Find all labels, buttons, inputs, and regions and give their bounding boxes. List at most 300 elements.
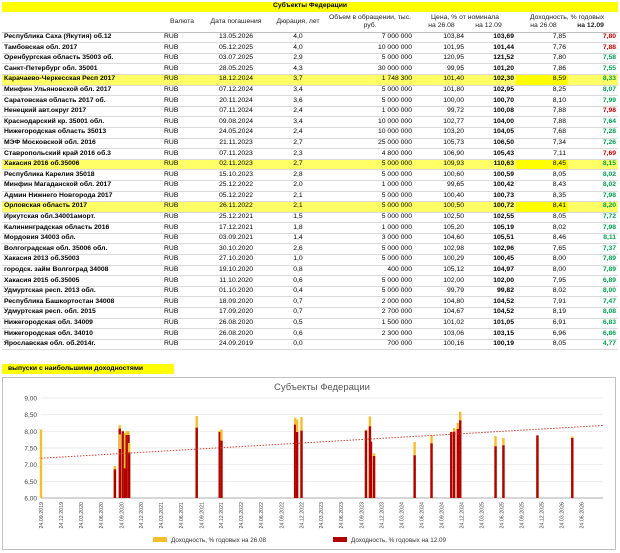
bond-name: Ненецкий авт.округ 2017 bbox=[2, 106, 162, 117]
volume-cell: 5 000 000 bbox=[326, 276, 414, 287]
yield-26-08-cell: 8,45 bbox=[516, 159, 568, 170]
bar-yield-12-09 bbox=[195, 428, 197, 498]
yield-26-08-cell: 8,35 bbox=[516, 191, 568, 202]
table-row bbox=[2, 43, 618, 54]
x-tick-label: 24.12.2021 bbox=[219, 502, 226, 529]
bond-name: Минфин Ульяновской обл. 2017 bbox=[2, 85, 162, 96]
table-row bbox=[2, 64, 618, 75]
legend-swatch-26-08 bbox=[153, 537, 167, 542]
duration-cell: 2,7 bbox=[270, 159, 326, 170]
price-26-08-cell: 102,77 bbox=[414, 117, 466, 128]
duration-cell: 0,4 bbox=[270, 286, 326, 297]
bond-name: Республика Башкортостан 34008 bbox=[2, 297, 162, 308]
bond-name: Минфин Магаданской обл. 2017 bbox=[2, 180, 162, 191]
bar-yield-12-09 bbox=[459, 420, 461, 498]
price-12-09-cell: 104,00 bbox=[466, 117, 516, 128]
price-12-09-cell: 105,43 bbox=[466, 149, 516, 160]
header-currency: Валюта bbox=[162, 12, 202, 33]
table-row bbox=[2, 191, 618, 202]
x-tick-label: 24.12.2023 bbox=[379, 502, 386, 529]
yield-26-08-cell: 7,80 bbox=[516, 53, 568, 64]
price-12-09-cell: 104,52 bbox=[466, 297, 516, 308]
currency-cell: RUB bbox=[162, 233, 202, 244]
bond-name: Волгоградская обл. 35006 обл. bbox=[2, 244, 162, 255]
x-tick-label: 24.09.2024 bbox=[439, 502, 446, 529]
price-26-08-cell: 104,80 bbox=[414, 297, 466, 308]
yield-26-08-cell: 7,88 bbox=[516, 117, 568, 128]
price-12-09-cell: 100,72 bbox=[466, 202, 516, 213]
currency-cell: RUB bbox=[162, 329, 202, 340]
yield-26-08-cell: 7,88 bbox=[516, 106, 568, 117]
yield-26-08-cell: 8,00 bbox=[516, 255, 568, 266]
price-26-08-cell: 103,06 bbox=[414, 329, 466, 340]
maturity-cell: 19.10.2020 bbox=[202, 265, 270, 276]
volume-cell: 5 000 000 bbox=[326, 212, 414, 223]
yield-12-09-cell: 7,64 bbox=[568, 117, 618, 128]
yield-12-09-cell: 7,89 bbox=[568, 265, 618, 276]
maturity-cell: 27.10.2020 bbox=[202, 255, 270, 266]
bond-name: Тамбовская обл. 2017 bbox=[2, 43, 162, 54]
bond-name: Санкт-Петербург обл. 35001 bbox=[2, 64, 162, 75]
table-row bbox=[2, 255, 618, 266]
duration-cell: 0,6 bbox=[270, 329, 326, 340]
price-12-09-cell: 101,05 bbox=[466, 318, 516, 329]
currency-cell: RUB bbox=[162, 106, 202, 117]
table-row bbox=[2, 180, 618, 191]
x-tick-label: 24.12.2025 bbox=[539, 502, 546, 529]
price-12-09-cell: 100,42 bbox=[466, 180, 516, 191]
currency-cell: RUB bbox=[162, 159, 202, 170]
currency-cell: RUB bbox=[162, 149, 202, 160]
yield-12-09-cell: 8,08 bbox=[568, 308, 618, 319]
currency-cell: RUB bbox=[162, 318, 202, 329]
yield-12-09-cell: 6,86 bbox=[568, 329, 618, 340]
maturity-cell: 07.11.2024 bbox=[202, 106, 270, 117]
table-row bbox=[2, 127, 618, 138]
yield-12-09-cell: 6,83 bbox=[568, 318, 618, 329]
x-tick-label: 24.09.2025 bbox=[519, 502, 526, 529]
yield-12-09-cell: 7,72 bbox=[568, 212, 618, 223]
maturity-cell: 24.05.2024 bbox=[202, 127, 270, 138]
volume-cell: 5 000 000 bbox=[326, 202, 414, 213]
x-tick-label: 24.06.2024 bbox=[419, 502, 426, 529]
x-tick-label: 24.06.2026 bbox=[579, 502, 586, 529]
yield-12-09-cell: 7,55 bbox=[568, 64, 618, 75]
price-12-09-cell: 103,69 bbox=[466, 32, 516, 43]
table-row bbox=[2, 286, 618, 297]
bond-name: Нижегородская обл. 34010 bbox=[2, 329, 162, 340]
duration-cell: 1,8 bbox=[270, 223, 326, 234]
price-26-08-cell: 100,29 bbox=[414, 255, 466, 266]
maturity-cell: 03.09.2021 bbox=[202, 233, 270, 244]
volume-cell: 7 000 000 bbox=[326, 32, 414, 43]
table-row bbox=[2, 233, 618, 244]
duration-cell: 2,7 bbox=[270, 138, 326, 149]
bond-name: Нижегородская обл. 34009 bbox=[2, 318, 162, 329]
bar-yield-12-09 bbox=[450, 432, 452, 498]
x-tick-label: 24.12.2020 bbox=[139, 502, 146, 529]
maturity-cell: 09.08.2024 bbox=[202, 117, 270, 128]
yield-26-08-cell: 7,34 bbox=[516, 138, 568, 149]
currency-cell: RUB bbox=[162, 127, 202, 138]
maturity-cell: 26.11.2022 bbox=[202, 202, 270, 213]
currency-cell: RUB bbox=[162, 276, 202, 287]
bond-name: Хакасия 2015 об.35005 bbox=[2, 276, 162, 287]
yield-12-09-cell: 7,69 bbox=[568, 149, 618, 160]
currency-cell: RUB bbox=[162, 308, 202, 319]
yield-12-09-cell: 7,28 bbox=[568, 127, 618, 138]
price-26-08-cell: 105,12 bbox=[414, 265, 466, 276]
bar-yield-12-09 bbox=[494, 446, 496, 498]
bar-yield-12-09 bbox=[430, 443, 432, 498]
price-26-08-cell: 100,40 bbox=[414, 191, 466, 202]
yield-26-08-cell: 8,43 bbox=[516, 180, 568, 191]
bar-yield-12-09 bbox=[296, 432, 298, 498]
duration-cell: 0,8 bbox=[270, 265, 326, 276]
duration-cell: 2,1 bbox=[270, 202, 326, 213]
table-row bbox=[2, 117, 618, 128]
bar-yield-12-09 bbox=[536, 435, 538, 498]
yield-26-08-cell: 8,00 bbox=[516, 265, 568, 276]
currency-cell: RUB bbox=[162, 138, 202, 149]
volume-cell: 400 000 bbox=[326, 265, 414, 276]
yield-12-09-cell: 7,88 bbox=[568, 43, 618, 54]
x-tick-label: 24.12.2024 bbox=[459, 502, 466, 529]
table-row bbox=[2, 318, 618, 329]
bond-name: Краснодарский кр. 35001 обл. bbox=[2, 117, 162, 128]
duration-cell: 2,4 bbox=[270, 106, 326, 117]
bar-yield-12-09 bbox=[453, 432, 455, 498]
legend-swatch-12-09 bbox=[333, 537, 347, 542]
bond-name: Хакасия 2013 об.35003 bbox=[2, 255, 162, 266]
price-12-09-cell: 121,52 bbox=[466, 53, 516, 64]
yield-12-09-cell: 7,80 bbox=[568, 32, 618, 43]
chart-panel bbox=[2, 377, 616, 550]
maturity-cell: 11.10.2020 bbox=[202, 276, 270, 287]
price-12-09-cell: 102,95 bbox=[466, 85, 516, 96]
header-maturity: Дата погашения bbox=[202, 12, 270, 33]
x-tick-label: 24.06.2022 bbox=[259, 502, 266, 529]
price-26-08-cell: 102,50 bbox=[414, 212, 466, 223]
bond-name: Оренбургская область 35003 об. bbox=[2, 53, 162, 64]
footnote-highest-yields: выпуски с наибольшими доходностями bbox=[2, 364, 174, 374]
duration-cell: 2,4 bbox=[270, 127, 326, 138]
maturity-cell: 07.11.2023 bbox=[202, 149, 270, 160]
y-tick-label: 9,00 bbox=[24, 395, 37, 403]
table-header-row bbox=[2, 12, 618, 33]
maturity-cell: 02.11.2023 bbox=[202, 159, 270, 170]
bond-name: Калининградская область 2016 bbox=[2, 223, 162, 234]
table-row bbox=[2, 329, 618, 340]
currency-cell: RUB bbox=[162, 297, 202, 308]
x-tick-label: 24.03.2022 bbox=[238, 502, 245, 529]
bond-name: Админ Нижнего Новгорода 2017 bbox=[2, 191, 162, 202]
table-row bbox=[2, 244, 618, 255]
maturity-cell: 05.12.2025 bbox=[202, 43, 270, 54]
duration-cell: 1,4 bbox=[270, 233, 326, 244]
yield-12-09-cell: 7,37 bbox=[568, 244, 618, 255]
bond-name: МЭФ Московской обл. 2016 bbox=[2, 138, 162, 149]
volume-cell: 10 000 000 bbox=[326, 127, 414, 138]
yield-26-08-cell: 8,05 bbox=[516, 339, 568, 350]
bar-yield-12-09 bbox=[122, 431, 124, 498]
volume-cell: 5 000 000 bbox=[326, 53, 414, 64]
maturity-cell: 26.08.2020 bbox=[202, 329, 270, 340]
table-title: Субъекты Федерации bbox=[2, 2, 618, 12]
header-yield bbox=[516, 12, 618, 33]
currency-cell: RUB bbox=[162, 286, 202, 297]
maturity-cell: 18.12.2024 bbox=[202, 74, 270, 85]
x-tick-label: 24.03.2020 bbox=[78, 502, 85, 529]
price-26-08-cell: 99,72 bbox=[414, 106, 466, 117]
volume-cell: 4 800 000 bbox=[326, 149, 414, 160]
duration-cell: 3,4 bbox=[270, 85, 326, 96]
yield-26-08-cell: 7,85 bbox=[516, 32, 568, 43]
duration-cell: 2,3 bbox=[270, 149, 326, 160]
yield-26-08-cell: 8,10 bbox=[516, 96, 568, 107]
currency-cell: RUB bbox=[162, 43, 202, 54]
bar-yield-12-09 bbox=[502, 445, 504, 498]
price-26-08-cell: 102,98 bbox=[414, 244, 466, 255]
currency-cell: RUB bbox=[162, 170, 202, 181]
maturity-cell: 30.10.2020 bbox=[202, 244, 270, 255]
maturity-cell: 25.12.2022 bbox=[202, 180, 270, 191]
bar-yield-12-09 bbox=[300, 431, 302, 498]
currency-cell: RUB bbox=[162, 265, 202, 276]
table-row bbox=[2, 74, 618, 85]
volume-cell: 5 000 000 bbox=[326, 96, 414, 107]
maturity-cell: 25.12.2021 bbox=[202, 212, 270, 223]
price-26-08-cell: 99,65 bbox=[414, 180, 466, 191]
price-12-09-cell: 105,19 bbox=[466, 223, 516, 234]
maturity-cell: 07.12.2024 bbox=[202, 85, 270, 96]
bond-name: Удмуртская респ. 2013 обл. bbox=[2, 286, 162, 297]
volume-cell: 1 000 000 bbox=[326, 180, 414, 191]
maturity-cell: 20.11.2024 bbox=[202, 96, 270, 107]
price-26-08-cell: 100,16 bbox=[414, 339, 466, 350]
header-price-date2: на 12.09 bbox=[475, 21, 502, 29]
x-tick-label: 24.09.2021 bbox=[199, 502, 206, 529]
x-tick-label: 24.12.2019 bbox=[58, 502, 65, 529]
bond-name: Нижегородская область 35013 bbox=[2, 127, 162, 138]
maturity-cell: 24.09.2019 bbox=[202, 339, 270, 350]
bond-name: Республика Саха (Якутия) об.12 bbox=[2, 32, 162, 43]
x-tick-label: 24.06.2025 bbox=[499, 502, 506, 529]
price-12-09-cell: 100,08 bbox=[466, 106, 516, 117]
price-26-08-cell: 109,93 bbox=[414, 159, 466, 170]
duration-cell: 3,7 bbox=[270, 74, 326, 85]
table-row bbox=[2, 106, 618, 117]
volume-cell: 30 000 000 bbox=[326, 64, 414, 75]
volume-cell: 5 000 000 bbox=[326, 191, 414, 202]
duration-cell: 0,0 bbox=[270, 339, 326, 350]
currency-cell: RUB bbox=[162, 255, 202, 266]
table-row bbox=[2, 149, 618, 160]
currency-cell: RUB bbox=[162, 96, 202, 107]
table-row bbox=[2, 308, 618, 319]
table-row bbox=[2, 170, 618, 181]
price-26-08-cell: 105,73 bbox=[414, 138, 466, 149]
yield-12-09-cell: 7,89 bbox=[568, 255, 618, 266]
price-12-09-cell: 106,50 bbox=[466, 138, 516, 149]
bar-yield-12-09 bbox=[114, 469, 116, 498]
maturity-cell: 17.12.2021 bbox=[202, 223, 270, 234]
table-row bbox=[2, 202, 618, 213]
table-row bbox=[2, 138, 618, 149]
price-12-09-cell: 102,96 bbox=[466, 244, 516, 255]
table-row bbox=[2, 276, 618, 287]
maturity-cell: 17.09.2020 bbox=[202, 308, 270, 319]
y-tick-label: 8,00 bbox=[24, 428, 37, 436]
volume-cell: 5 000 000 bbox=[326, 85, 414, 96]
x-tick-label: 24.03.2024 bbox=[399, 502, 406, 529]
x-tick-label: 24.03.2025 bbox=[479, 502, 486, 529]
price-12-09-cell: 102,00 bbox=[466, 276, 516, 287]
yield-26-08-cell: 8,25 bbox=[516, 85, 568, 96]
bar-yield-12-09 bbox=[220, 441, 222, 498]
yield-12-09-cell: 7,98 bbox=[568, 106, 618, 117]
maturity-cell: 21.11.2023 bbox=[202, 138, 270, 149]
bond-name: Хакасия 2016 об.35006 bbox=[2, 159, 162, 170]
bonds-table bbox=[2, 2, 618, 350]
volume-cell: 25 000 000 bbox=[326, 138, 414, 149]
yield-12-09-cell: 7,58 bbox=[568, 53, 618, 64]
header-price bbox=[414, 12, 516, 33]
price-12-09-cell: 100,59 bbox=[466, 170, 516, 181]
duration-cell: 4,0 bbox=[270, 43, 326, 54]
yield-26-08-cell: 7,76 bbox=[516, 43, 568, 54]
currency-cell: RUB bbox=[162, 74, 202, 85]
currency-cell: RUB bbox=[162, 212, 202, 223]
y-tick-label: 6,00 bbox=[24, 495, 37, 503]
x-tick-label: 24.12.2022 bbox=[299, 502, 306, 529]
currency-cell: RUB bbox=[162, 191, 202, 202]
yield-26-08-cell: 8,46 bbox=[516, 233, 568, 244]
yield-26-08-cell: 7,68 bbox=[516, 127, 568, 138]
table-row bbox=[2, 339, 618, 350]
duration-cell: 3,4 bbox=[270, 117, 326, 128]
price-12-09-cell: 110,63 bbox=[466, 159, 516, 170]
price-12-09-cell: 104,52 bbox=[466, 308, 516, 319]
yield-12-09-cell: 8,00 bbox=[568, 286, 618, 297]
x-tick-label: 24.06.2020 bbox=[99, 502, 106, 529]
volume-cell: 3 000 000 bbox=[326, 233, 414, 244]
header-price-label: Цена, % от номинала bbox=[431, 13, 499, 21]
yield-26-08-cell: 8,41 bbox=[516, 202, 568, 213]
price-26-08-cell: 103,84 bbox=[414, 32, 466, 43]
duration-cell: 4,3 bbox=[270, 64, 326, 75]
header-yield-label: Доходность, % годовых bbox=[529, 13, 605, 21]
price-12-09-cell: 100,73 bbox=[466, 191, 516, 202]
bar-yield-26-08 bbox=[40, 430, 42, 498]
x-tick-label: 24.09.2022 bbox=[279, 502, 286, 529]
y-tick-label: 8,50 bbox=[24, 412, 37, 420]
yield-12-09-cell: 7,47 bbox=[568, 297, 618, 308]
bond-name: Орловская область 2017 bbox=[2, 202, 162, 213]
bar-yield-12-09 bbox=[457, 429, 459, 498]
y-tick-label: 6,50 bbox=[24, 478, 37, 486]
table-row bbox=[2, 53, 618, 64]
duration-cell: 3,6 bbox=[270, 96, 326, 107]
price-26-08-cell: 104,67 bbox=[414, 308, 466, 319]
duration-cell: 1,5 bbox=[270, 212, 326, 223]
price-26-08-cell: 101,02 bbox=[414, 318, 466, 329]
bond-name: Саратовская область 2017 об. bbox=[2, 96, 162, 107]
yield-12-09-cell: 8,20 bbox=[568, 202, 618, 213]
price-12-09-cell: 103,15 bbox=[466, 329, 516, 340]
legend-label-12-09: Доходность, % годовых на 12.09 bbox=[351, 537, 446, 544]
yield-26-08-cell: 8,02 bbox=[516, 286, 568, 297]
yield-26-08-cell: 8,59 bbox=[516, 74, 568, 85]
price-26-08-cell: 104,60 bbox=[414, 233, 466, 244]
yield-12-09-cell: 6,89 bbox=[568, 276, 618, 287]
table-row bbox=[2, 159, 618, 170]
header-name bbox=[2, 12, 162, 33]
price-12-09-cell: 104,05 bbox=[466, 127, 516, 138]
price-12-09-cell: 102,30 bbox=[466, 74, 516, 85]
yield-26-08-cell: 8,02 bbox=[516, 223, 568, 234]
x-tick-label: 24.09.2023 bbox=[359, 502, 366, 529]
volume-cell: 2 300 000 bbox=[326, 329, 414, 340]
y-tick-label: 7,00 bbox=[24, 462, 37, 470]
yield-12-09-cell: 7,98 bbox=[568, 223, 618, 234]
duration-cell: 4,0 bbox=[270, 32, 326, 43]
table-row bbox=[2, 32, 618, 43]
price-26-08-cell: 102,00 bbox=[414, 276, 466, 287]
bond-name: городск. займ Волгоград 34008 bbox=[2, 265, 162, 276]
price-26-08-cell: 120,95 bbox=[414, 53, 466, 64]
bond-name: Мордовия 34003 обл. bbox=[2, 233, 162, 244]
x-tick-label: 24.09.2020 bbox=[119, 502, 126, 529]
maturity-cell: 01.10.2020 bbox=[202, 286, 270, 297]
duration-cell: 2,1 bbox=[270, 191, 326, 202]
chart-title: Субъекты Федерации bbox=[274, 382, 370, 393]
currency-cell: RUB bbox=[162, 202, 202, 213]
x-tick-label: 24.03.2021 bbox=[158, 502, 165, 529]
price-26-08-cell: 101,40 bbox=[414, 74, 466, 85]
currency-cell: RUB bbox=[162, 85, 202, 96]
bar-yield-12-09 bbox=[413, 455, 415, 498]
duration-cell: 1,0 bbox=[270, 255, 326, 266]
volume-cell: 10 000 000 bbox=[326, 117, 414, 128]
header-price-date1: на 26.08 bbox=[428, 21, 455, 29]
currency-cell: RUB bbox=[162, 53, 202, 64]
price-12-09-cell: 104,97 bbox=[466, 265, 516, 276]
yield-26-08-cell: 7,86 bbox=[516, 64, 568, 75]
table-row bbox=[2, 297, 618, 308]
header-volume: Объем в обращении, тыс. руб. bbox=[326, 12, 414, 33]
yield-26-08-cell: 8,19 bbox=[516, 308, 568, 319]
header-yield-date1: на 26.08 bbox=[530, 21, 557, 29]
volume-cell: 2 000 000 bbox=[326, 297, 414, 308]
price-26-08-cell: 100,50 bbox=[414, 202, 466, 213]
yield-12-09-cell: 7,98 bbox=[568, 191, 618, 202]
duration-cell: 0,7 bbox=[270, 297, 326, 308]
yield-12-09-cell: 4,77 bbox=[568, 339, 618, 350]
yield-26-08-cell: 6,96 bbox=[516, 329, 568, 340]
table-row bbox=[2, 265, 618, 276]
bar-yield-12-09 bbox=[119, 449, 121, 498]
price-26-08-cell: 100,00 bbox=[414, 96, 466, 107]
maturity-cell: 15.10.2023 bbox=[202, 170, 270, 181]
bond-name: Иркутская обл.34001аморт. bbox=[2, 212, 162, 223]
volume-cell: 5 000 000 bbox=[326, 244, 414, 255]
table-row bbox=[2, 85, 618, 96]
price-26-08-cell: 99,79 bbox=[414, 286, 466, 297]
maturity-cell: 26.08.2020 bbox=[202, 318, 270, 329]
yield-26-08-cell: 6,91 bbox=[516, 318, 568, 329]
yield-26-08-cell: 8,05 bbox=[516, 170, 568, 181]
